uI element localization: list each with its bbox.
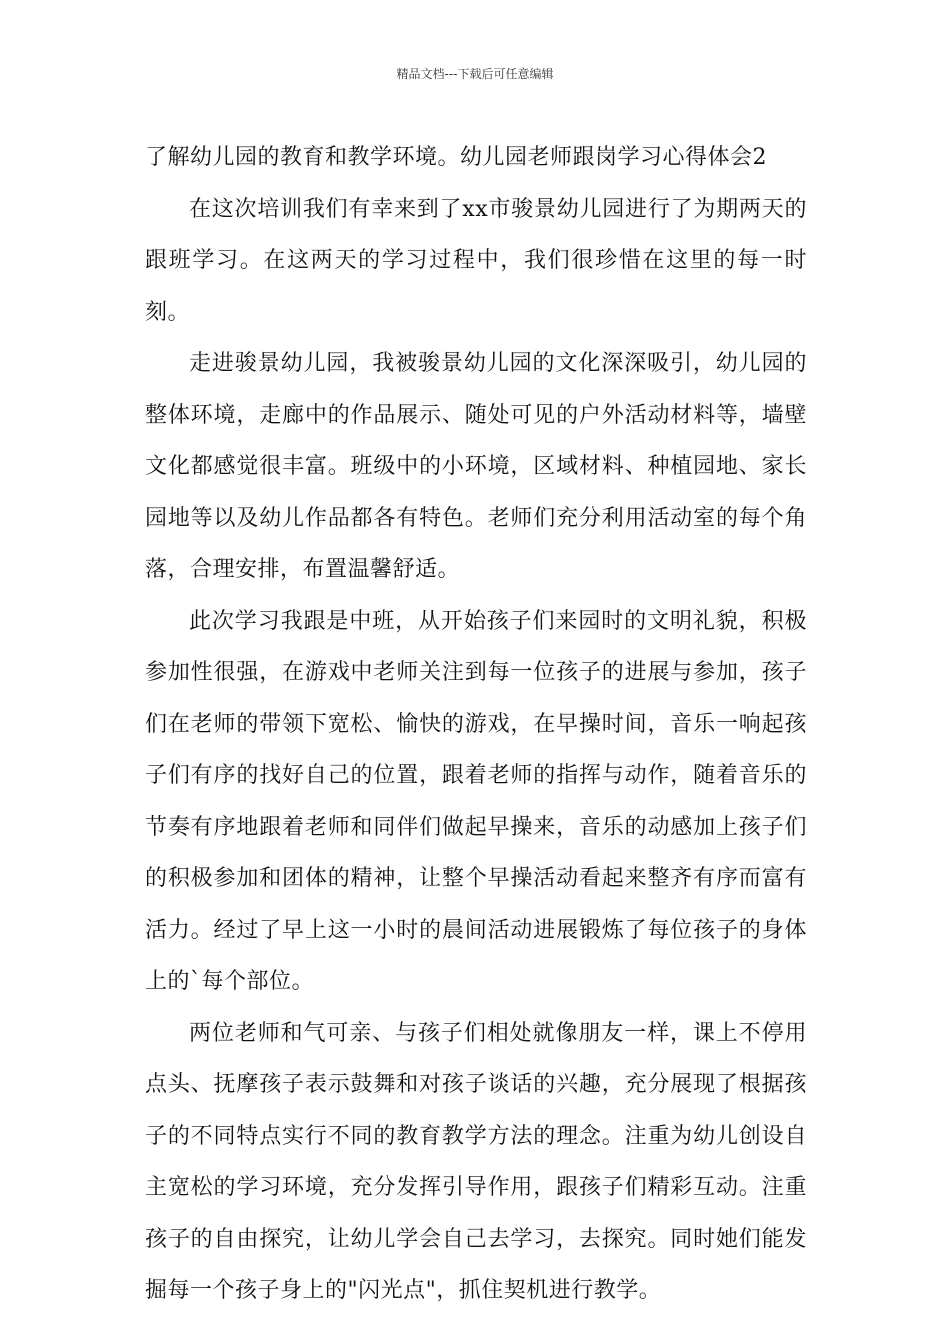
paragraph-continuation: 了解幼儿园的教育和教学环境。幼儿园老师跟岗学习心得体会2 xyxy=(145,145,767,170)
paragraph-training-intro: 在这次培训我们有幸来到了xx市骏景幼儿园进行了为期两天的跟班学习。在这两天的学习过程中，我们很珍惜在这里的每一时刻。 xyxy=(145,196,807,325)
document-body xyxy=(145,132,807,1317)
paragraph-environment: 走进骏景幼儿园，我被骏景幼儿园的文化深深吸引，幼儿园的整体环境，走廊中的作品展示、随处可见的户外活动材料等，墙壁文化都感觉很丰富。班级中的小环境，区域材料、种植园地、家长园地等以及幼儿作品都各有特色。老师们充分利用活动室的每个角落，合理安排，布置温馨舒适。 xyxy=(145,351,807,582)
page-header: 精品文档---下载后可任意编辑 xyxy=(396,67,554,81)
paragraph-teachers: 两位老师和气可亲、与孩子们相处就像朋友一样，课上不停用点头、抚摩孩子表示鼓舞和对孩子谈话的兴趣，充分展现了根据孩子的不同特点实行不同的教育教学方法的理念。注重为幼儿创设自主宽松的学习环境，充分发挥引导作用，跟孩子们精彩互动。注重孩子的自由探究，让幼儿学会自己去学习，去探究。同时她们能发掘每一个孩子身上的"闪光点"，抓住契机进行教学。 xyxy=(145,1020,807,1303)
paragraph-middle-class: 此次学习我跟是中班，从开始孩子们来园时的文明礼貌，积极参加性很强，在游戏中老师关注到每一位孩子的进展与参加，孩子们在老师的带领下宽松、愉快的游戏，在早操时间，音乐一响起孩子们有序的找好自己的位置，跟着老师的指挥与动作，随着音乐的节奏有序地跟着老师和同伴们做起早操来，音乐的动感加上孩子们的积极参加和团体的精神，让整个早操活动看起来整齐有序而富有活力。经过了早上这一小时的晨间活动进展锻炼了每位孩子的身体上的`每个部位。 xyxy=(145,608,807,994)
